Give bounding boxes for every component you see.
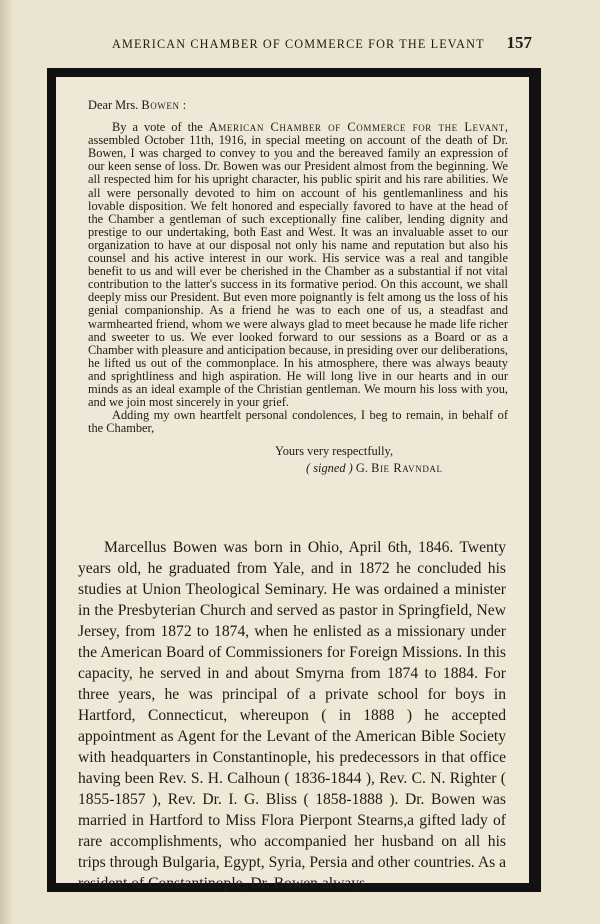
letter-body-org: American Chamber of Commerce for the Levant xyxy=(208,120,505,135)
biography-paragraph: Marcellus Bowen was born in Ohio, April 6th, 1846. Twenty years old, he graduated from Yale, and in 1872 he concluded his studies at Union Theological Seminary. He was ordained a minister in the Presbyterian Church and served as pastor in Springfield, New Jersey, from 1872 to 1874, when he enlisted as a missionary under the American Board of Commissioners for Foreign Missions. In this capacity, he served in and about Smyrna from 1874 to 1884. For three years, he was principal of a private school for boys in Hartford, Connecticut, whereupon ( in 1888 ) he accepted appointment as Agent for the Levant of the American Bible Society with headquarters in Constantinople, his predecessors in that office having been Rev. S. H. Calhoun ( 1836-1844 ), Rev. C. N. Righter ( 1855-1857 ), Rev. Dr. I. G. Bliss ( 1858-1888 ). Dr. Bowen was married in Hartford to Miss Flora Pierpont Stearns,a gifted lady of rare accomplishments, who accompanied her husband on all his trips through Bulgaria, Egypt, Syria, Persia and other countries. As a resident of Constantinople, Dr. Bowen always xyxy=(78,539,506,892)
running-title: AMERICAN CHAMBER OF COMMERCE FOR THE LEVANT xyxy=(112,37,485,51)
letter-condolence: Adding my own heartfelt personal condolences, I beg to remain, in behalf of the Chamber, xyxy=(88,408,508,436)
salutation-name: Bowen xyxy=(141,98,180,112)
signer-name: Bie Ravndal xyxy=(371,461,443,476)
letter-salutation xyxy=(88,99,508,112)
page-gutter-shadow xyxy=(0,0,14,924)
black-mourning-border xyxy=(47,68,541,892)
letter-body-rest: , assembled October 11th, 1916, in special meeting on account of the death of Dr. Bowen, I was charged to convey to you and the bereaved family an expression of our keen sense of loss. Dr. Bowen was our President almost from the beginning. We all respected him for his upright character, his public spirit and his rare abilities. We all were personally devoted to him on account of his gentlemanliness and his lovable disposition. We felt honored and especially favored to have at the head of the Chamber a gentleman of such exceptionally fine caliber, lending dignity and prestige to our undertaking, both East and West. It was an invaluable asset to our organization to have at our disposal not only his name and reputation but also his counsel and his active interest in our work. His service was a real and tangible benefit to us and will ever be cherished in the Chamber as a substantial if not vital contribution to the latter's success in its formative period. On this account, we shall deeply miss our President. But even more poignantly is felt among us the loss of his genial companionship. As a friend he was to each one of us, a steadfast and warmhearted friend, whom we were always glad to meet because he made life richer and sweeter to us. We ever looked forward to our sessions as a Board or as a Chamber with pleasure and anticipation because, in presiding over our deliberations, he lifted us out of the commonplace. In his atmosphere, there was always beauty and sprightliness and high aspiration. He will long live in our hearts and in our minds as an ideal example of the Christian gentleman. We mourn his loss with you, and we join most sincerely in your grief. xyxy=(88,120,508,410)
condolence-letter xyxy=(88,99,508,476)
letter-signature xyxy=(88,462,508,475)
signed-marker: ( signed ) xyxy=(306,461,353,476)
running-head xyxy=(60,33,532,53)
signer-initial: G. xyxy=(355,461,372,476)
letter-body-lead: By a vote of the xyxy=(112,120,209,135)
salutation-prefix: Dear Mrs. xyxy=(88,98,142,112)
letter-body xyxy=(88,121,508,409)
biography-section xyxy=(78,537,506,894)
page-number: 157 xyxy=(506,33,532,52)
salutation-suffix: : xyxy=(179,98,187,112)
letter-closing: Yours very respectfully, xyxy=(275,444,394,459)
